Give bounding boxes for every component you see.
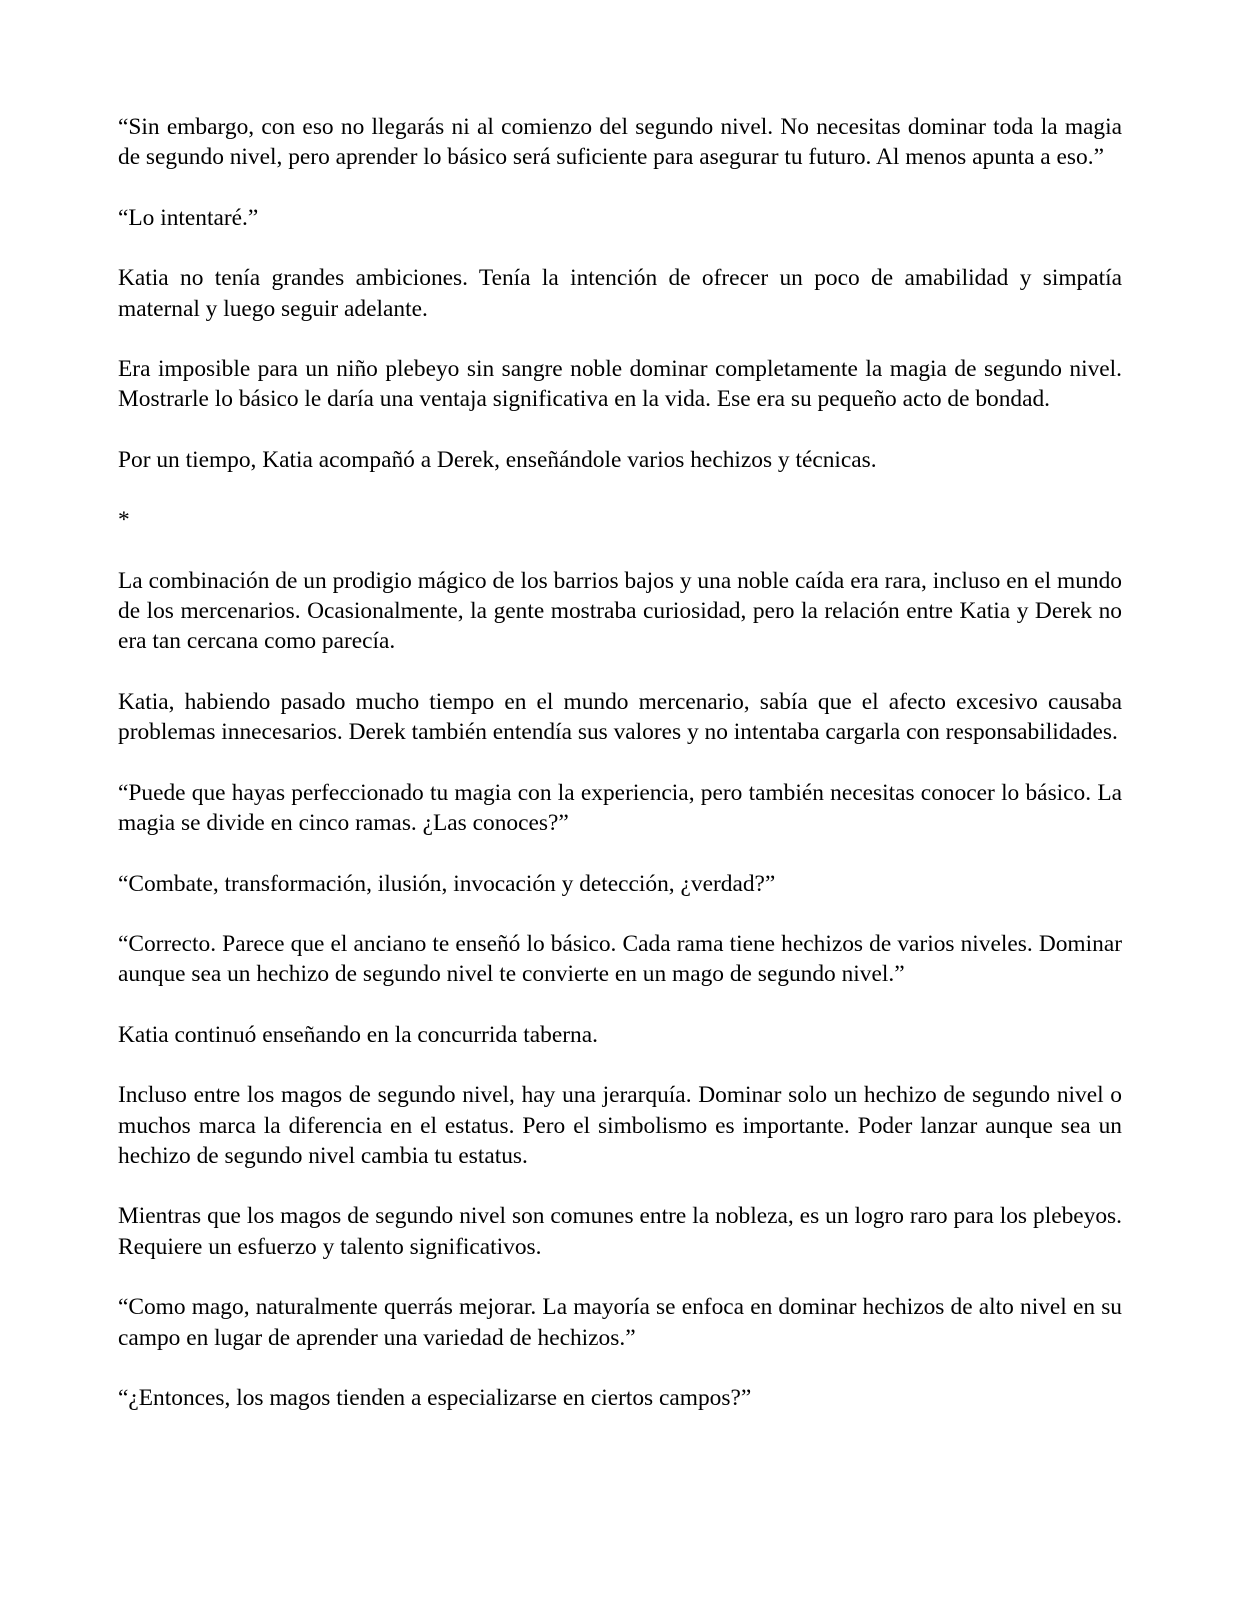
paragraph: La combinación de un prodigio mágico de los barrios bajos y una noble caída era rara, incluso en el mundo de los mercenarios. Ocasionalmente, la gente mostraba curiosidad, pero la relación entre Katia y Derek no era tan cercana como parecía. bbox=[118, 567, 1122, 655]
paragraph: “Puede que hayas perfeccionado tu magia con la experiencia, pero también necesitas conocer lo básico. La magia se divide en cinco ramas. ¿Las conoces?” bbox=[118, 779, 1122, 837]
paragraph: Katia continuó enseñando en la concurrida taberna. bbox=[118, 1021, 598, 1048]
paragraph: “Lo intentaré.” bbox=[118, 204, 259, 231]
paragraph: Incluso entre los magos de segundo nivel, hay una jerarquía. Dominar solo un hechizo de segundo nivel o muchos marca la diferencia en el estatus. Pero el simbolismo es importante. Poder lanzar aunque sea un hechizo de segundo nivel cambia tu estatus. bbox=[118, 1082, 1122, 1169]
paragraph: “Sin embargo, con eso no llegarás ni al comienzo del segundo nivel. No necesitas dominar toda la magia de segundo nivel, pero aprender lo básico será suficiente para asegurar tu futuro. Al menos apunta a eso.” bbox=[118, 114, 1122, 171]
paragraph: Mientras que los magos de segundo nivel son comunes entre la nobleza, es un logro raro para los plebeyos. Requiere un esfuerzo y talento significativos. bbox=[118, 1203, 1122, 1260]
paragraph: Era imposible para un niño plebeyo sin sangre noble dominar completamente la magia de segundo nivel. Mostrarle lo básico le daría una ventaja significativa en la vida. Ese era su pequeño acto de bondad. bbox=[118, 356, 1122, 413]
paragraph: Katia no tenía grandes ambiciones. Tenía la intención de ofrecer un poco de amabilidad y simpatía maternal y luego seguir adelante. bbox=[118, 265, 1122, 322]
paragraph: “Combate, transformación, ilusión, invocación y detección, ¿verdad?” bbox=[118, 870, 776, 897]
paragraph: “Como mago, naturalmente querrás mejorar. La mayoría se enfoca en dominar hechizos de alto nivel en su campo en lugar de aprender una variedad de hechizos.” bbox=[118, 1294, 1122, 1351]
paragraph: “¿Entonces, los magos tienden a especializarse en ciertos campos?” bbox=[118, 1384, 752, 1411]
paragraph: “Correcto. Parece que el anciano te enseñó lo básico. Cada rama tiene hechizos de varios niveles. Dominar aunque sea un hechizo de segundo nivel te convierte en un mago de segundo nivel.” bbox=[118, 930, 1122, 988]
paragraph: Por un tiempo, Katia acompañó a Derek, enseñándole varios hechizos y técnicas. bbox=[118, 446, 877, 473]
paragraph: Katia, habiendo pasado mucho tiempo en el mundo mercenario, sabía que el afecto excesivo causaba problemas innecesarios. Derek también entendía sus valores y no intentaba cargarla con responsabilidades. bbox=[118, 688, 1122, 746]
document-page bbox=[118, 112, 1122, 1443]
scene-separator: * bbox=[118, 507, 130, 534]
